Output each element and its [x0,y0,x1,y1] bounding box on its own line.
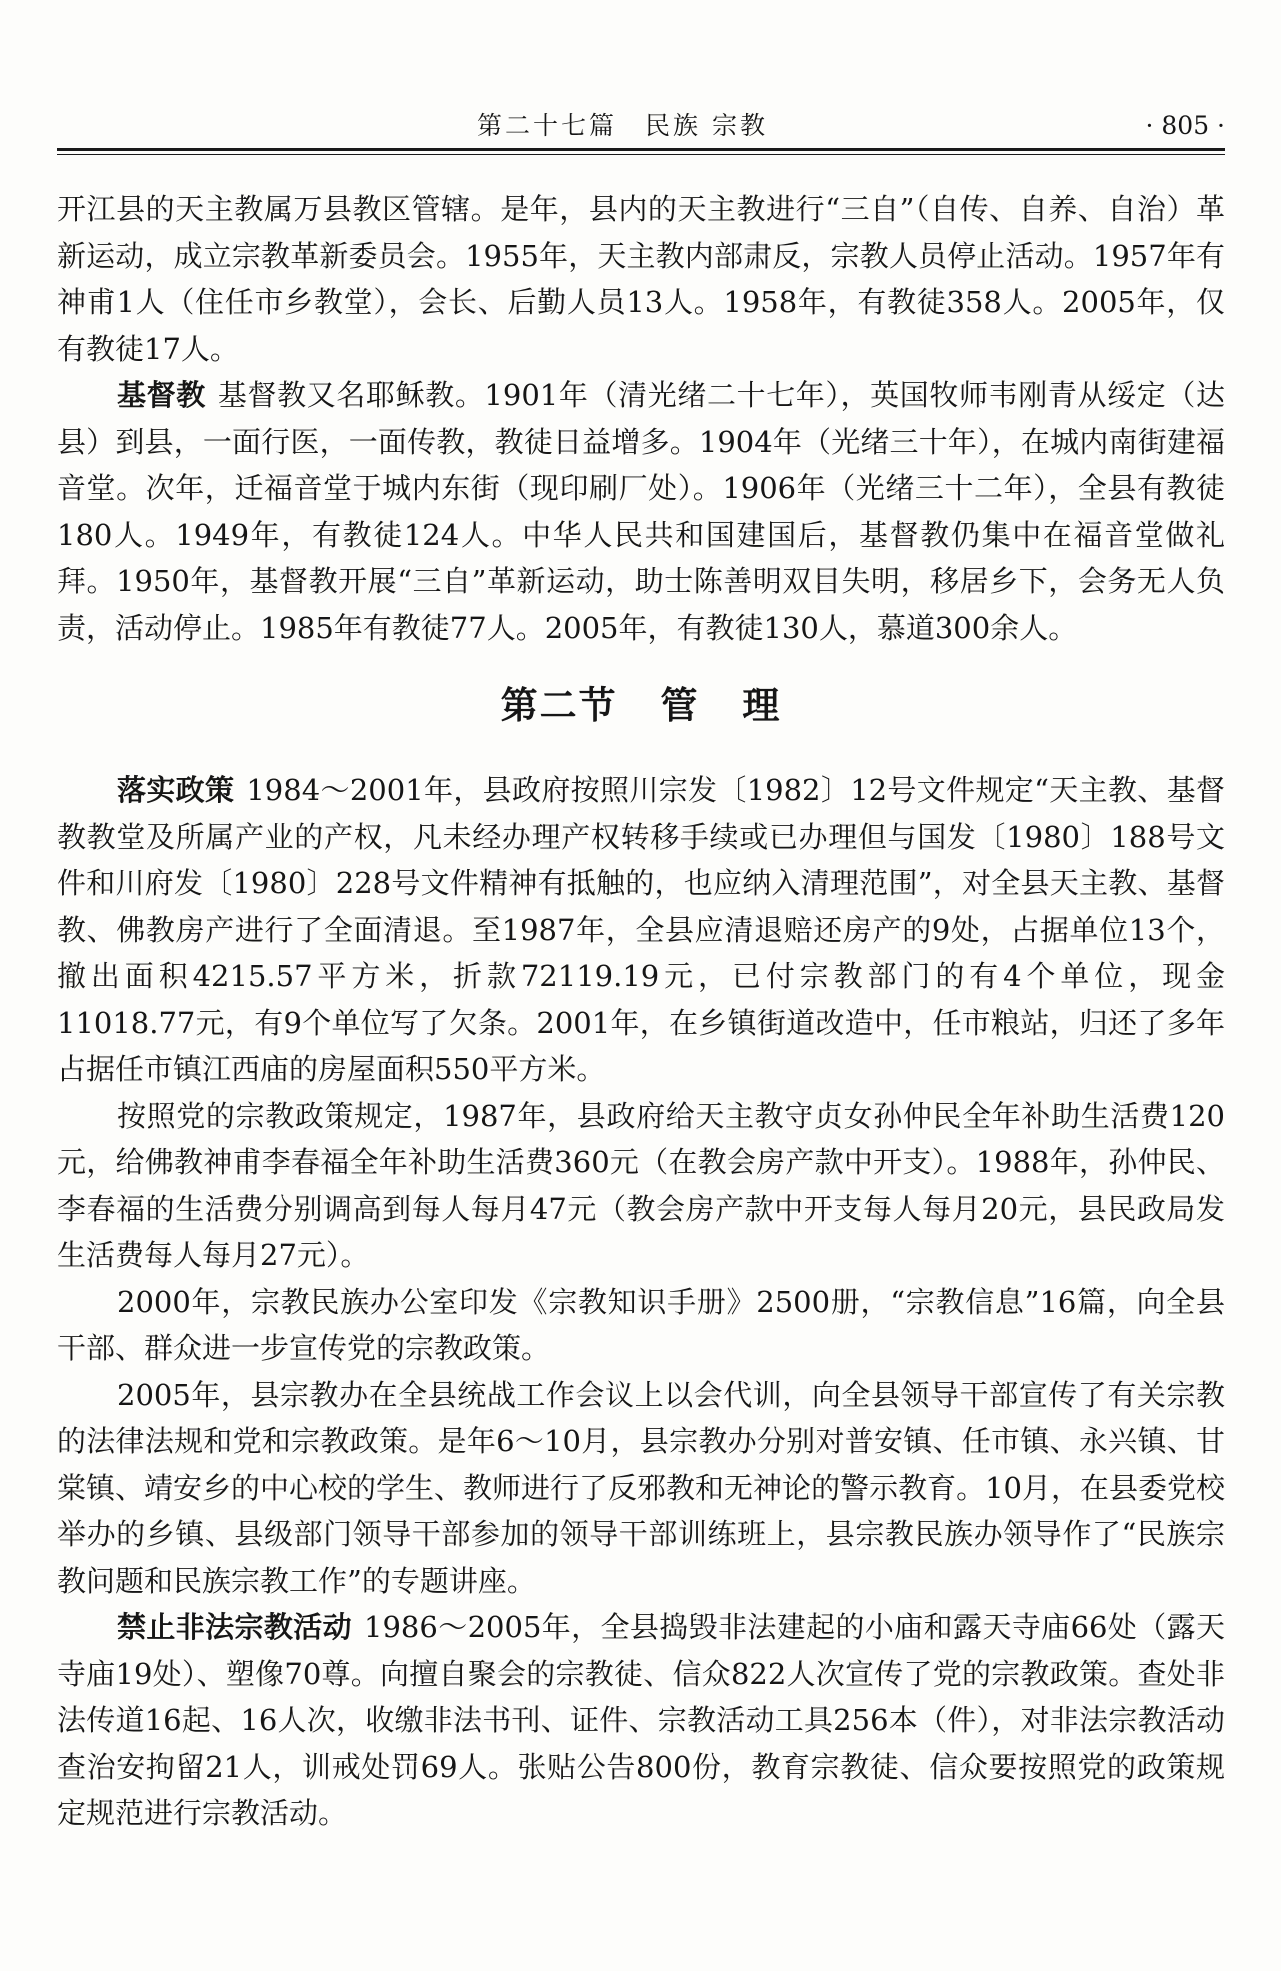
section-heading [57,681,1225,731]
header-rule-thin [57,154,1225,155]
section-title-char-2: 理 [742,684,782,727]
paragraph-catholic [57,186,1225,372]
paragraph-policy [57,767,1225,1093]
paragraph-text: 2005年，县宗教办在全县统战工作会议上以会代训，向全县领导干部宣传了有关宗教的法律法规和党和宗教政策。是年6～10月，县宗教办分别对普安镇、任市镇、永兴镇、甘棠镇、靖安乡的中心校的学生、教师进行了反邪教和无神论的警示教育。10月，在县委党校举办的乡镇、县级部门领导干部参加的领导干部训练班上，县宗教民族办领导作了“民族宗教问题和民族宗教工作”的专题讲座。 [57,1377,1225,1598]
paragraph-lead: 基督教 [117,378,206,412]
header-rule-thick [57,148,1225,151]
paragraph-lead: 落实政策 [117,773,235,807]
paragraph-text: 开江县的天主教属万县教区管辖。是年，县内的天主教进行“三自”（自传、自养、自治）革新运动，成立宗教革新委员会。1955年，天主教内部肃反，宗教人员停止活动。1957年有神甫1人（住任市乡教堂），会长、后勤人员13人。1958年，有教徒358人。2005年，仅有教徒17人。 [57,192,1225,366]
section-title-char-1: 管 [660,684,700,727]
page-number: · 805 · [1145,111,1225,140]
paragraph-text: 2000年，宗教民族办公室印发《宗教知识手册》2500册，“宗教信息”16篇，向全县干部、群众进一步宣传党的宗教政策。 [57,1284,1225,1365]
paragraph-handbook [57,1279,1225,1372]
paragraph-subsidy [57,1093,1225,1279]
paragraph-lead: 禁止非法宗教活动 [117,1610,353,1644]
paragraph-training [57,1372,1225,1605]
paragraph-illegal-activities [57,1604,1225,1837]
paragraph-protestant [57,372,1225,651]
running-header [57,108,1225,152]
paragraph-text: 1984～2001年，县政府按照川宗发〔1982〕12号文件规定“天主教、基督教教堂及所属产业的产权，凡未经办理产权转移手续或已办理但与国发〔1980〕188号文件和川府发〔1980〕228号文件精神有抵触的，也应纳入清理范围”，对全县天主教、基督教、佛教房产进行了全面清退。至1987年，全县应清退赔还房产的9处，占据单位13个，撤出面积4215.57平方米，折款72119.19元，已付宗教部门的有4个单位，现金11018.77元，有9个单位写了欠条。2001年，在乡镇街道改造中，任市粮站，归还了多年占据任市镇江西庙的房屋面积550平方米。 [57,773,1225,1086]
header-title: 第二十七篇 民族 宗教 [477,111,768,140]
paragraph-text: 1986～2005年，全县捣毁非法建起的小庙和露天寺庙66处（露天寺庙19处）、塑像70尊。向擅自聚会的宗教徒、信众822人次宣传了党的宗教政策。查处非法传道16起、16人次，收缴非法书刊、证件、宗教活动工具256本（件），对非法宗教活动查治安拘留21人，训戒处罚69人。张贴公告800份，教育宗教徒、信众要按照党的政策规定规范进行宗教活动。 [57,1610,1225,1830]
paragraph-text: 按照党的宗教政策规定，1987年，县政府给天主教守贞女孙仲民全年补助生活费120元，给佛教神甫李春福全年补助生活费360元（在教会房产款中开支）。1988年，孙仲民、李春福的生活费分别调高到每人每月47元（教会房产款中开支每人每月20元，县民政局发生活费每人每月27元）。 [57,1098,1225,1272]
section-number: 第二节 [500,684,618,727]
body-text [57,186,1225,1837]
paragraph-text: 基督教又名耶稣教。1901年（清光绪二十七年），英国牧师韦刚青从绥定（达县）到县，一面行医，一面传教，教徒日益增多。1904年（光绪三十年），在城内南街建福音堂。次年，迁福音堂于城内东街（现印刷厂处）。1906年（光绪三十二年），全县有教徒180人。1949年，有教徒124人。中华人民共和国建国后，基督教仍集中在福音堂做礼拜。1950年，基督教开展“三自”革新运动，助士陈善明双目失明，移居乡下，会务无人负责，活动停止。1985年有教徒77人。2005年，有教徒130人，慕道300余人。 [57,378,1225,645]
